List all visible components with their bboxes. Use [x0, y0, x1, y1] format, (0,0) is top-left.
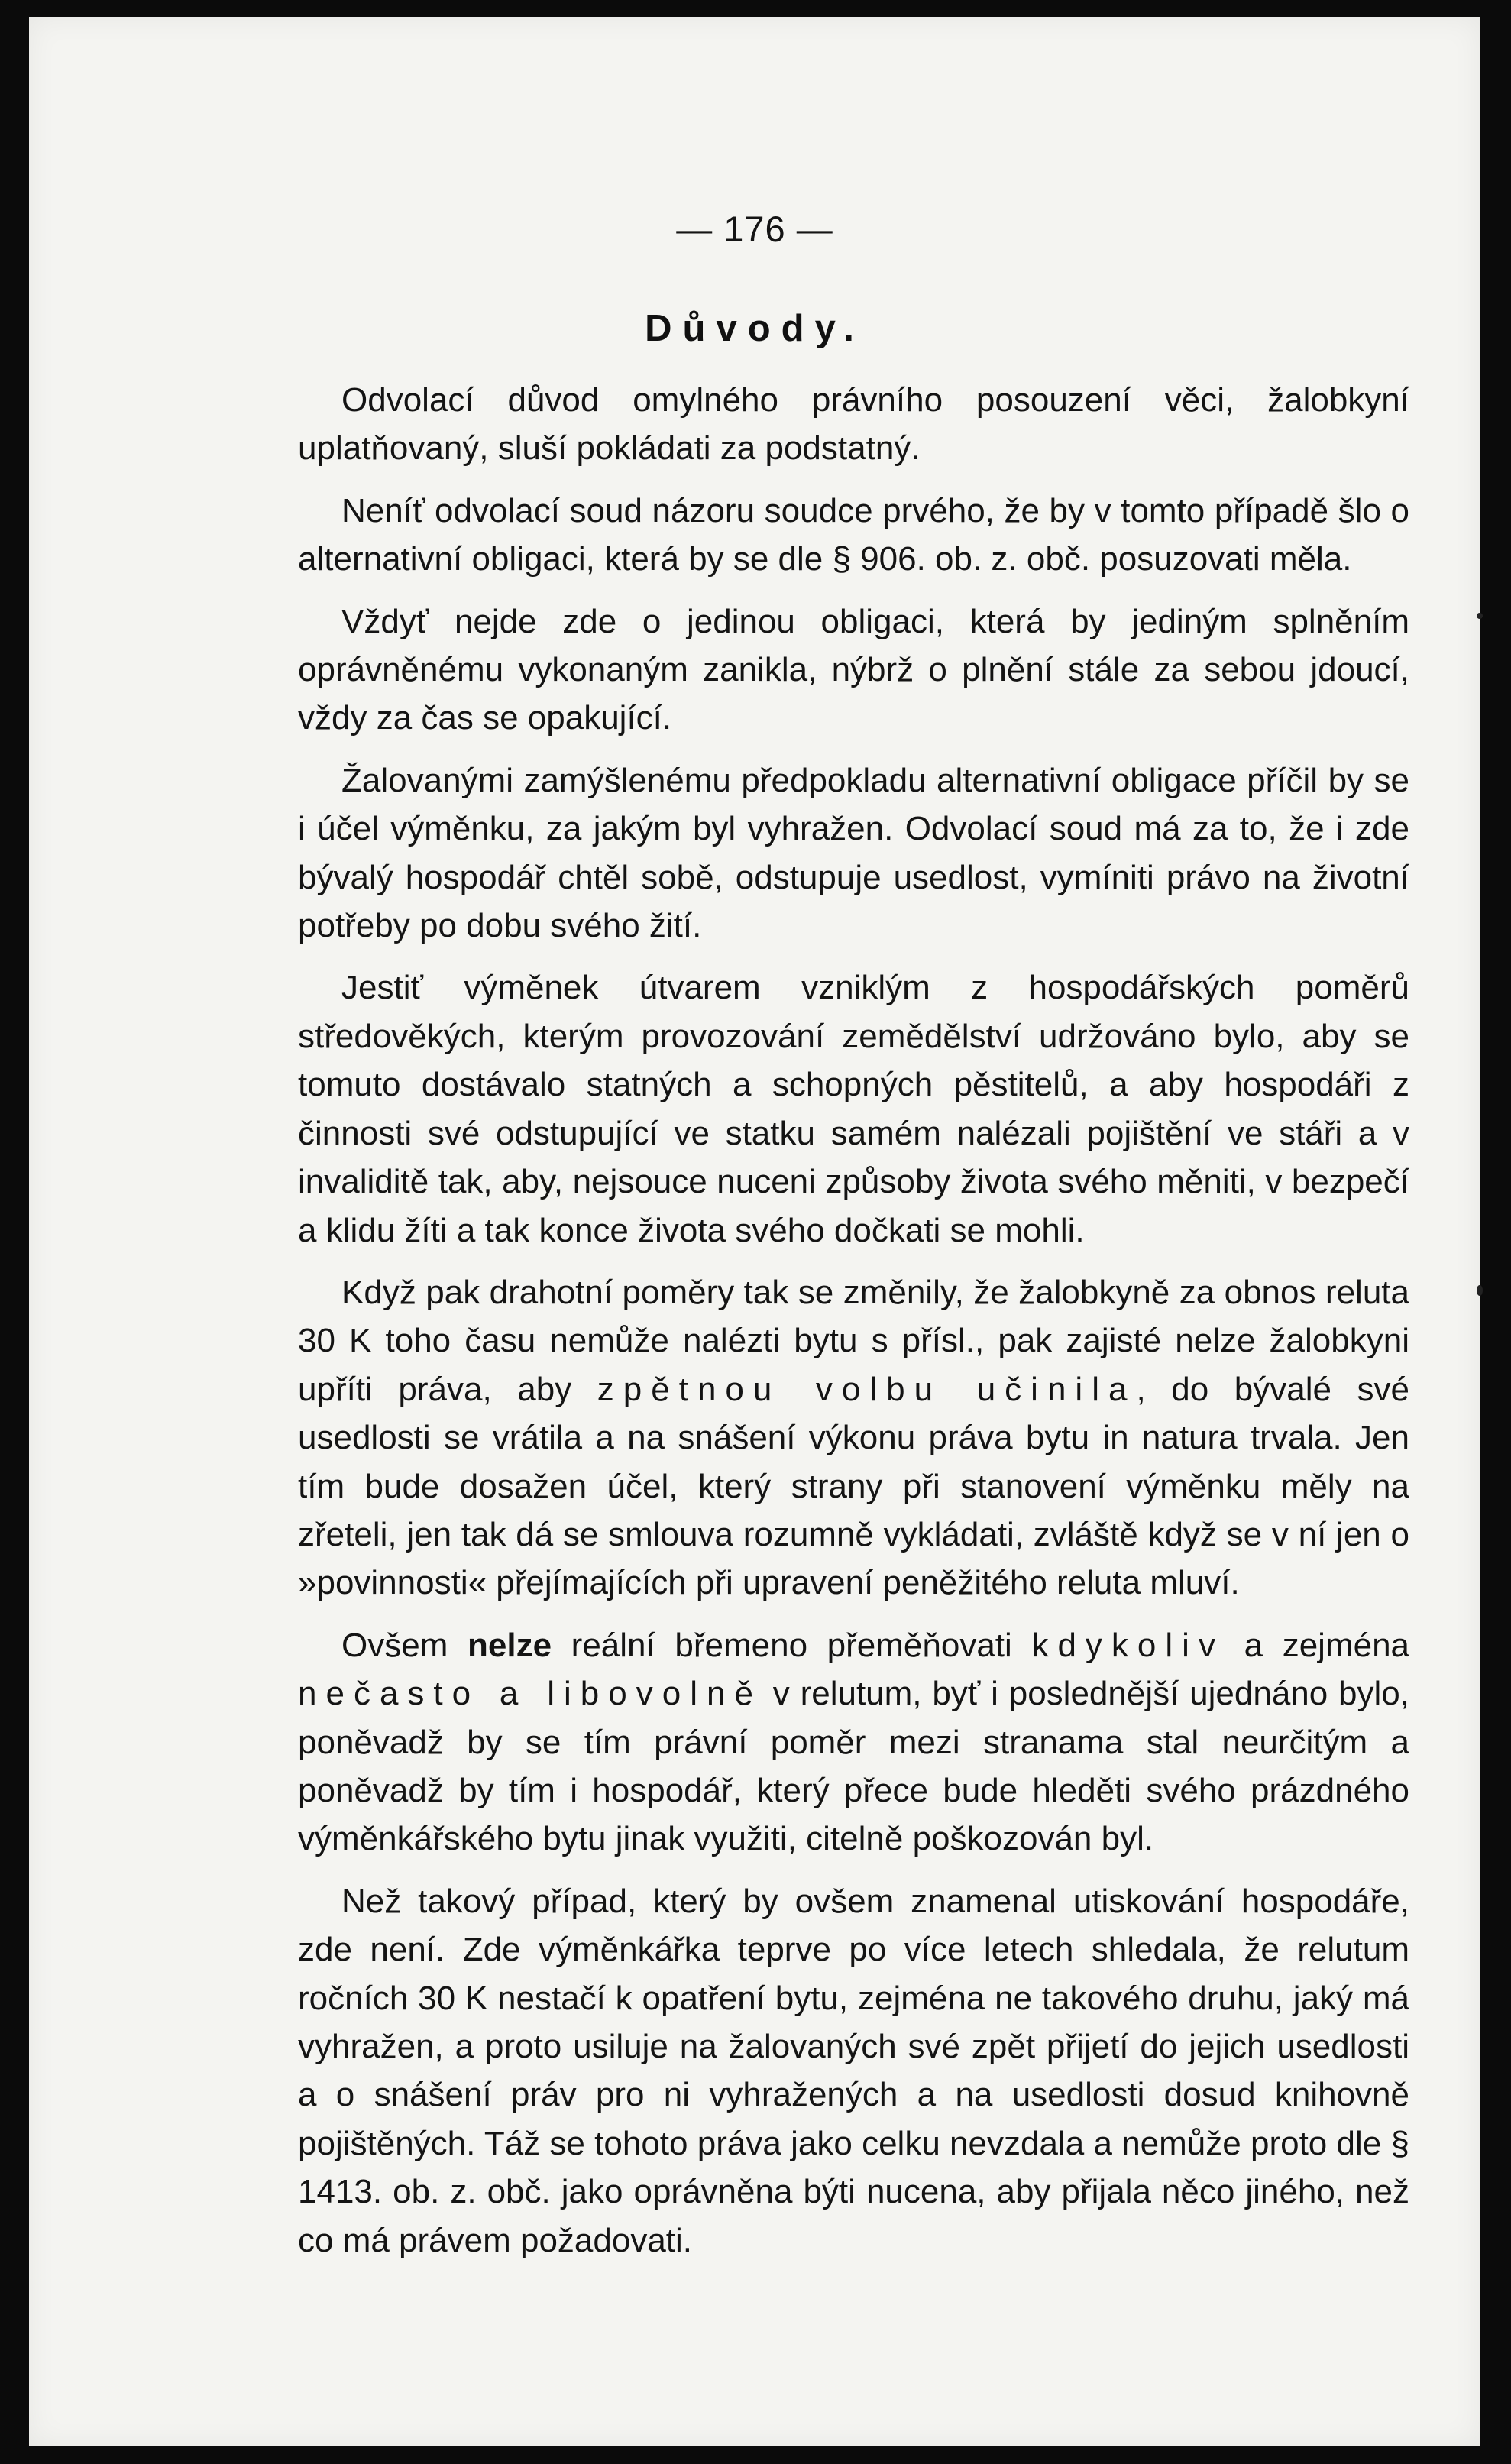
body-paragraph: [298, 756, 1409, 950]
body-paragraph: [298, 1621, 1409, 1863]
text-run: Ovšem: [341, 1626, 468, 1664]
text-run: , do bývalé své usedlosti se vrátila a na snášení výkonu práva bytu in natura trvala. Jen tím bude dosažen účel, který strany při stanovení výměnku měly na zřeteli, jen tak dá se smlouva rozumně vykládati, zvláště když se v ní jen o »povinnosti« přejímajících při upravení peněžitého reluta mluví.: [298, 1370, 1409, 1602]
spaced-emphasis: kdykoliv: [1031, 1626, 1225, 1664]
body-paragraph: [298, 597, 1409, 743]
spaced-emphasis: zpětnou volbu učinila: [597, 1370, 1137, 1408]
text-run: Než takový případ, který by ovšem znamenal utiskování hospodáře, zde není. Zde výměnkářka teprve po více letech shledala, že relutum ročních 30 K nestačí k opatření bytu, zejména ne takového druhu, jaký má vyhražen, a proto usiluje na žalovaných své zpět přijetí do jejich usedlosti a o snášení práv pro ni vyhražených a na usedlosti dosud knihovně pojištěných. Táž se tohoto práva jako celku nevzdala a nemůže proto dle § 1413. ob. z. obč. jako oprávněna býti nucena, aby přijala něco jiného, než co má právem požadovati.: [298, 1882, 1409, 2259]
page-number: — 176 —: [676, 209, 833, 249]
body-paragraph: [298, 376, 1409, 473]
text-run: v relutum, byť i poslednější ujednáno bylo, poněvadž by se tím právní poměr mezi stranama stal neurčitým a poněvadž by tím i hospodář, který přece bude hleděti svého prázdného výměnkářského bytu jinak využiti, citelně poškozován byl.: [298, 1675, 1409, 1858]
body-text: [298, 376, 1409, 2265]
body-paragraph: [298, 487, 1409, 584]
body-paragraph: [298, 1877, 1409, 2265]
body-paragraph: [298, 963, 1409, 1254]
body-paragraph: [298, 1268, 1409, 1608]
text-run: Jestiť výměnek útvarem vzniklým z hospodářských poměrů středověkých, kterým provozování zemědělství udržováno bylo, aby se tomuto dostávalo statných a schopných pěstitelů, a aby hospodáři z činnosti své odstupující ve statku samém nalézali pojištění ve stáři a v invaliditě tak, aby, nejsouce nuceni způsoby života svého měniti, v bezpečí a klidu žíti a tak konce života svého dočkati se mohli.: [298, 969, 1409, 1249]
text-run: Neníť odvolací soud názoru soudce prvého, že by v tomto případě šlo o alternativní obligaci, která by se dle § 906. ob. z. obč. posuzovati měla.: [298, 491, 1409, 578]
text-run: Žalovanými zamýšlenému předpokladu alternativní obligace příčil by se i účel výměnku, za jakým byl vyhražen. Odvolací soud má za to, že i zde bývalý hospodář chtěl sobě, odstupuje usedlost, vymíniti právo na životní potřeby po dobu svého žití.: [298, 761, 1409, 945]
text-run: reální břemeno přeměňovati: [552, 1626, 1032, 1664]
text-run: Odvolací důvod omylného právního posouzení věci, žalobkyní uplatňovaný, sluší pokládati za podstatný.: [298, 381, 1409, 468]
spaced-emphasis: nečasto a libovolně: [298, 1675, 762, 1713]
section-heading: Důvody.: [645, 308, 865, 349]
text-run: a zejména: [1224, 1626, 1410, 1664]
book-page: [29, 17, 1480, 2446]
ink-speck: [1477, 1285, 1483, 1296]
text-run: Když pak drahotní poměry tak se změnily, že žalobkyně za obnos reluta 30 K toho času nemůže nalézti bytu s přísl., pak zajisté nelze žalobkyni upříti práva, aby: [298, 1273, 1409, 1408]
text-run: Vždyť nejde zde o jedinou obligaci, která by jediným splněním oprávněnému vykonaným zanikla, nýbrž o plnění stále za sebou jdoucí, vždy za čas se opakující.: [298, 602, 1409, 737]
bold-emphasis: nelze: [468, 1626, 552, 1664]
ink-speck: [1477, 613, 1483, 619]
